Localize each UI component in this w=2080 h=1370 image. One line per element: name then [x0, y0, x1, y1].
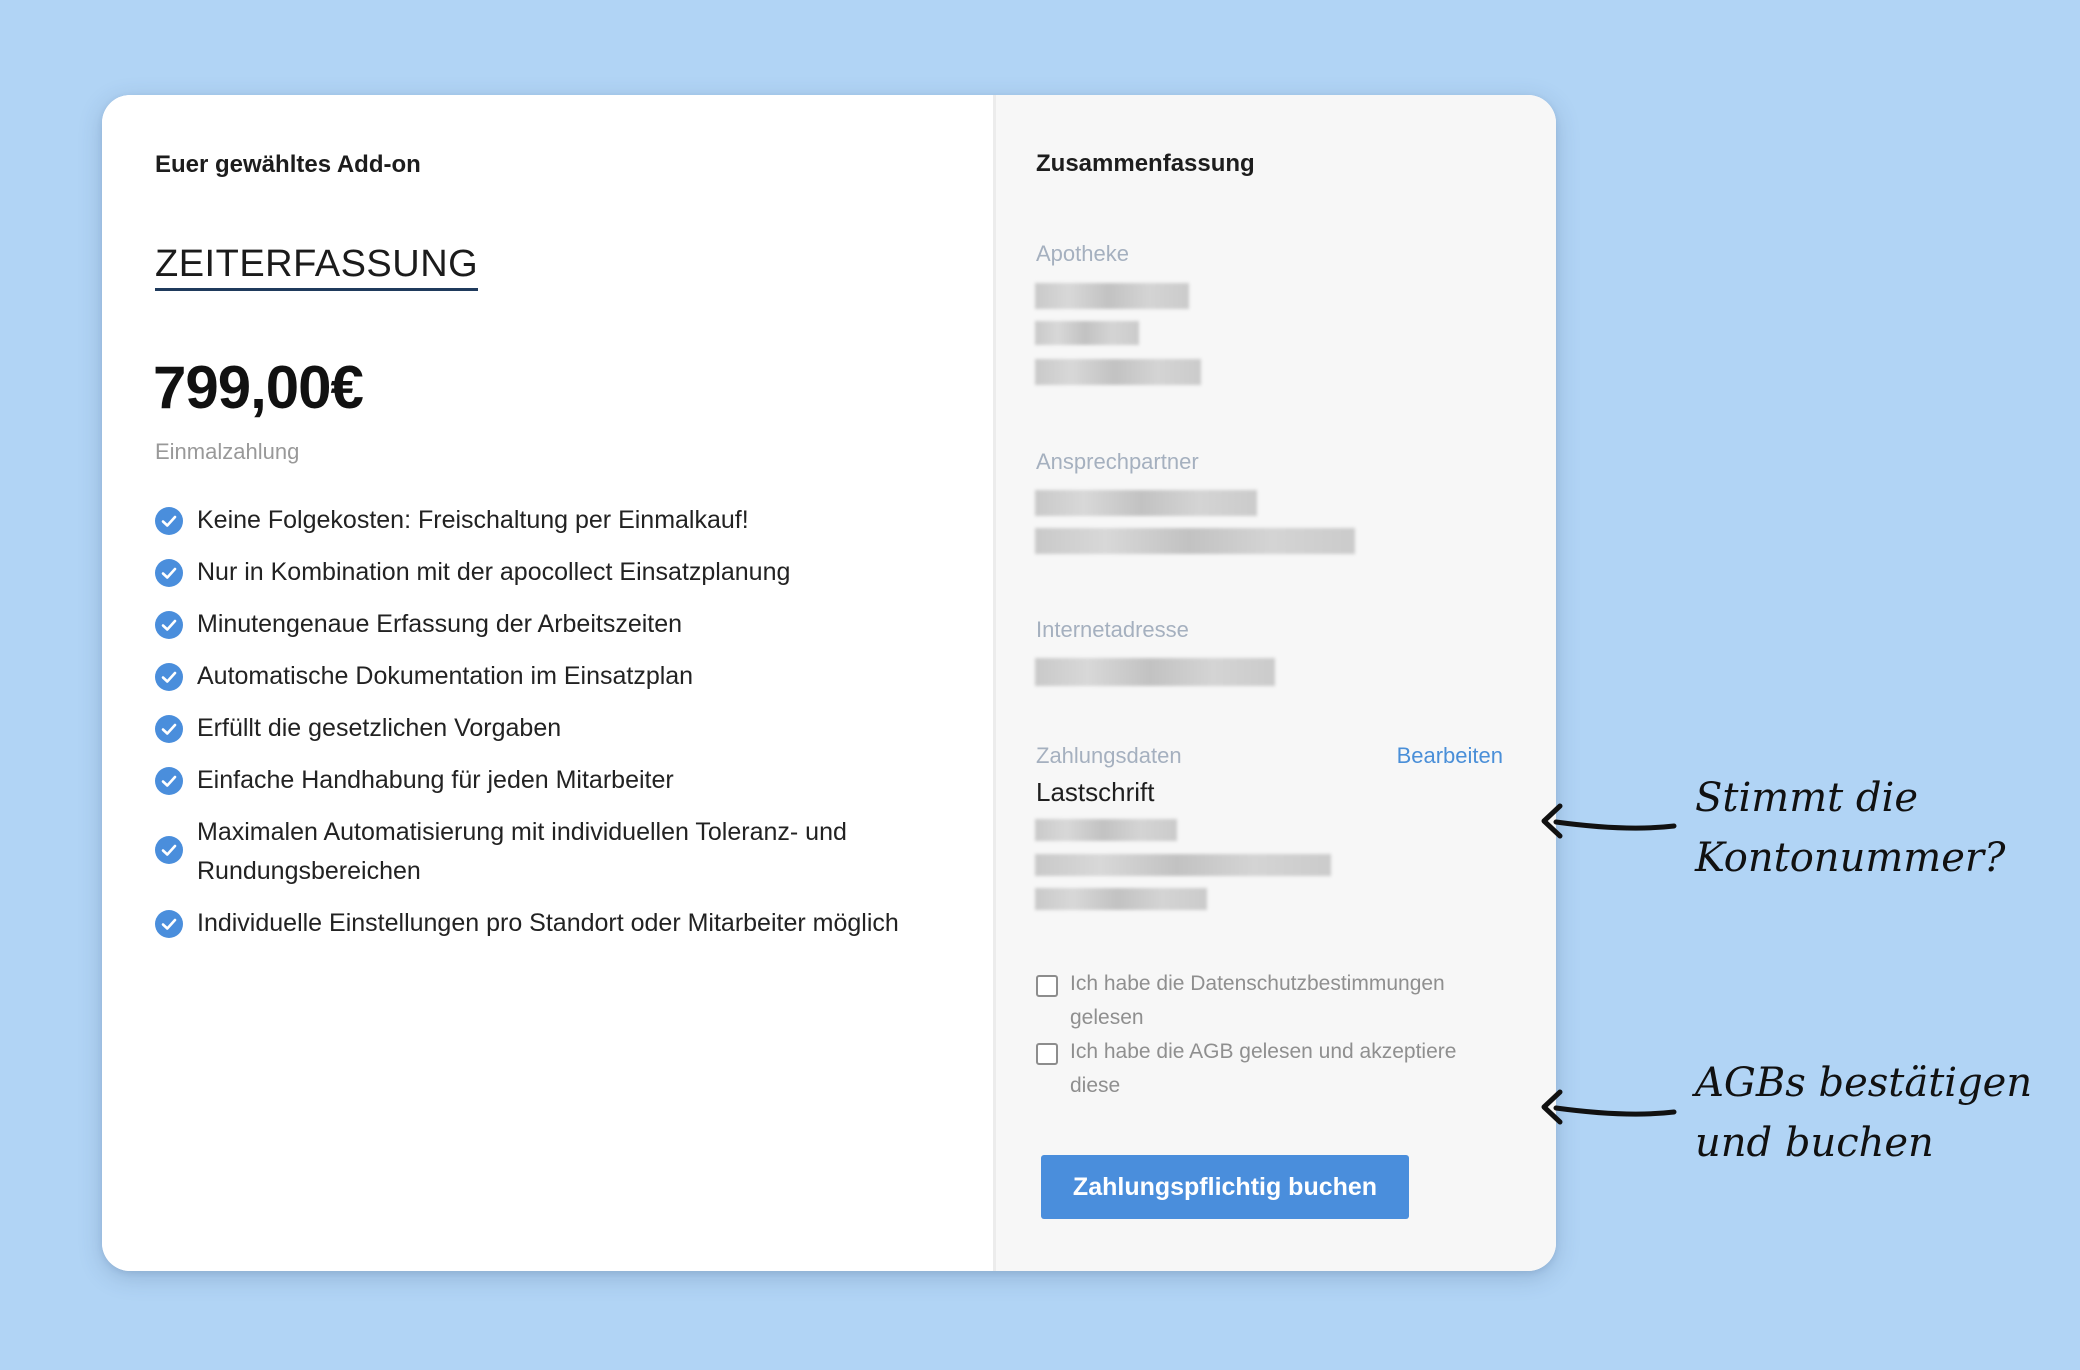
- feature-list: [155, 501, 955, 956]
- feature-text: Keine Folgekosten: Freischaltung per Einmalkauf!: [197, 506, 749, 534]
- annotation-line: Kontonummer?: [1695, 835, 2006, 881]
- check-circle-icon: [155, 507, 183, 535]
- redacted-pharmacy-line: [1035, 359, 1201, 385]
- feature-item: [155, 657, 955, 696]
- redacted-contact-line: [1035, 490, 1257, 516]
- check-circle-icon: [155, 767, 183, 795]
- payment-label: Zahlungsdaten: [1036, 743, 1182, 768]
- feature-text: Minutengenaue Erfassung der Arbeitszeiten: [197, 610, 683, 638]
- privacy-consent-text: Ich habe die Datenschutzbestimmungen gelesen: [1070, 972, 1445, 1029]
- feature-item: [155, 709, 955, 748]
- feature-text: Einfache Handhabung für jeden Mitarbeiter: [197, 766, 674, 794]
- website-label: Internetadresse: [1036, 617, 1189, 642]
- annotation-account-number: [1695, 768, 2005, 888]
- summary-heading: Zusammenfassung: [1036, 150, 1255, 177]
- check-circle-icon: [155, 910, 183, 938]
- check-circle-icon: [155, 836, 183, 864]
- contact-label: Ansprechpartner: [1036, 449, 1199, 474]
- redacted-pharmacy-line: [1035, 321, 1139, 345]
- feature-text: Automatische Dokumentation im Einsatzplan: [197, 662, 694, 690]
- annotation-line: Stimmt die: [1695, 775, 1918, 821]
- hand-drawn-arrow-left-icon: [1520, 1078, 1680, 1138]
- terms-consent[interactable]: [1036, 1035, 1506, 1103]
- feature-item: [155, 904, 955, 943]
- book-button[interactable]: Zahlungspflichtig buchen: [1041, 1155, 1409, 1219]
- feature-item: [155, 501, 955, 540]
- privacy-checkbox[interactable]: [1036, 975, 1058, 997]
- annotation-line: AGBs bestätigen: [1695, 1060, 2033, 1106]
- product-title: ZEITERFASSUNG: [155, 243, 478, 291]
- price: 799,00€: [153, 354, 363, 421]
- annotation-confirm-and-book: [1695, 1053, 2032, 1173]
- price-note: Einmalzahlung: [155, 439, 300, 464]
- feature-item: [155, 605, 955, 644]
- redacted-pharmacy-line: [1035, 283, 1189, 309]
- check-circle-icon: [155, 611, 183, 639]
- annotation-line: und buchen: [1695, 1120, 1934, 1166]
- booking-card: [102, 95, 1556, 1271]
- edit-payment-link[interactable]: Bearbeiten: [1396, 743, 1503, 768]
- terms-consent-text: Ich habe die AGB gelesen und akzeptiere diese: [1070, 1040, 1457, 1097]
- feature-text: Erfüllt die gesetzlichen Vorgaben: [197, 714, 562, 742]
- feature-item: [155, 813, 955, 891]
- privacy-consent[interactable]: [1036, 967, 1506, 1035]
- redacted-payment-line: [1035, 888, 1207, 910]
- hand-drawn-arrow-left-icon: [1520, 792, 1680, 852]
- feature-item: [155, 761, 955, 800]
- pharmacy-label: Apotheke: [1036, 241, 1129, 266]
- addon-heading: Euer gewähltes Add-on: [155, 151, 421, 178]
- feature-text: Individuelle Einstellungen pro Standort oder Mitarbeiter möglich: [197, 909, 899, 937]
- terms-checkbox[interactable]: [1036, 1043, 1058, 1065]
- redacted-contact-line: [1035, 528, 1355, 554]
- check-circle-icon: [155, 663, 183, 691]
- feature-text: Maximalen Automatisierung mit individuellen Toleranz- und Rundungsbereichen: [197, 818, 847, 885]
- summary-panel: [993, 95, 1556, 1271]
- payment-method: Lastschrift: [1036, 777, 1155, 807]
- redacted-payment-line: [1035, 819, 1177, 841]
- check-circle-icon: [155, 559, 183, 587]
- addon-panel: [102, 95, 993, 1271]
- feature-text: Nur in Kombination mit der apocollect Einsatzplanung: [197, 558, 791, 586]
- check-circle-icon: [155, 715, 183, 743]
- redacted-payment-line: [1035, 854, 1331, 876]
- redacted-website-line: [1035, 658, 1275, 686]
- feature-item: [155, 553, 955, 592]
